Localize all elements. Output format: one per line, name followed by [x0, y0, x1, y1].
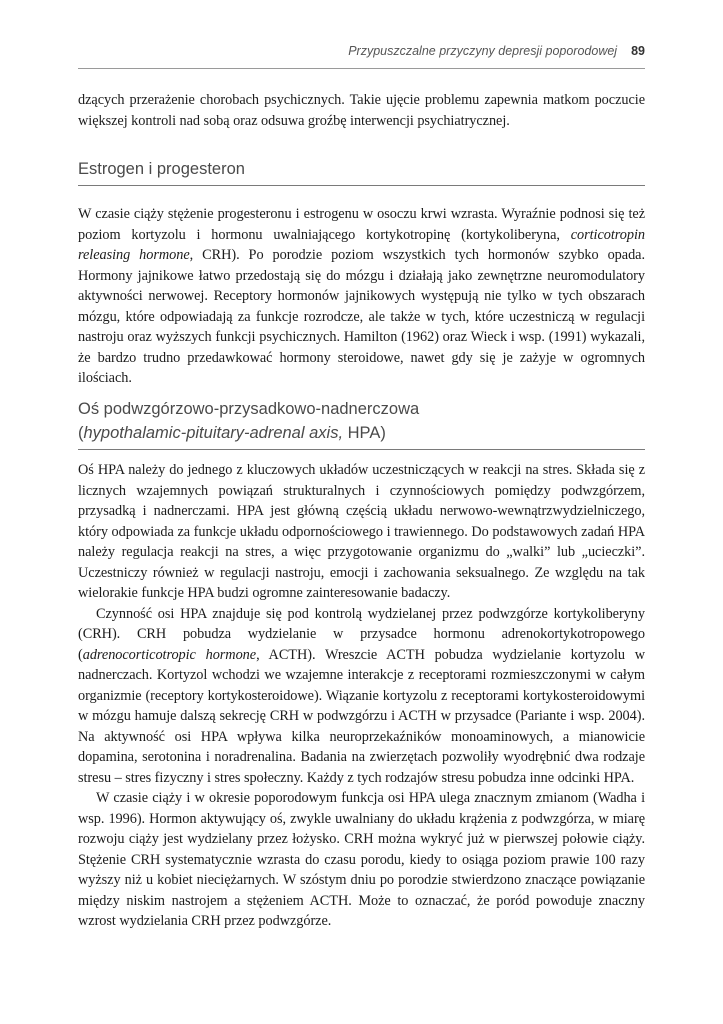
text-run: Czynność osi HPA znajduje się pod kontrolą wydzielanej przez podwzgórze kortykoliberyny (CRH). CRH pobudza wydzielanie w przysadce hormonu adrenokortykotropowego (: [78, 605, 645, 663]
italic-term: adrenocorticotropic hormone: [82, 646, 257, 663]
estrogen-paragraph: [78, 204, 645, 389]
running-head-title: Przypuszczalne przyczyny depresji poporodowej: [348, 44, 618, 58]
text-run: , CRH). Po porodzie poziom wszystkich tych hormonów szybko opada. Hormony jajnikowe łatwo przedostają się do mózgu i działają jako zewnętrzne neuromodulatory aktywności nerwowej. Receptory hormonów jajnikowych występują nie tylko w tych obszarach mózgu, które odpowiadają za funkcje rozrodcze, ale także w tych, które uczestniczą w regulacji nastroju oraz wyższych funkcji psychicznych. Hamilton (1962) oraz Wieck i wsp. (1991) wykazali, że bardzo trudno przedawkować hormony steroidowe, nawet gdy się je zażyje w ogromnych ilościach.: [78, 247, 645, 386]
text-run: W czasie ciąży stężenie progesteronu i estrogenu w osoczu krwi wzrasta. Wyraźnie podnosi się też poziom kortyzolu i hormonu uwalniającego kortykotropinę (kortykoliberyna,: [78, 206, 645, 243]
hpa-paragraph-1: Oś HPA należy do jednego z kluczowych układów uczestniczących w reakcji na stres. Składa się z licznych wzajemnych powiązań strukturalnych i czynnościowych pomiędzy podwzgórzem, przysadką i nadnerczami. HPA jest główną częścią układu nerwowo-wewnątrzwydzielniczego, który odpowiada za funkcje układu odpornościowego i trawiennego. Do podstawowych zadań HPA należy regulacja reakcji na stres, a więc przygotowanie organizmu do „walki” lub „ucieczki”. Uczestniczy również w regulacji nastroju, emocji i zachowania seksualnego. Ze względu na tak wielorakie funkcje HPA budzi ogromne zainteresowanie badaczy.: [78, 462, 645, 601]
intro-paragraph: dzących przerażenie chorobach psychicznych. Takie ujęcie problemu zapewnia matkom poczucie większej kontroli nad sobą oraz odsuwa groźbę interwencji psychiatrycznej.: [78, 92, 645, 129]
heading-text: Estrogen i progesteron: [78, 160, 245, 178]
hpa-section: [78, 460, 645, 932]
hpa-paragraph-3: W czasie ciąży i w okresie poporodowym funkcja osi HPA ulega znacznym zmianom (Wadha i wsp. 1996). Hormon aktywujący oś, zwykle uwalniany do układu krążenia z podwzgórza, w miarę rozwoju ciąży jest wydzielany przez łożysko. CRH można wykryć już w pierwszej połowie ciąży. Stężenie CRH systematycznie wzrasta do czasu porodu, kiedy to osiąga poziom prawie 100 razy wyższy niż u kobiet nieciężarnych. W szóstym dniu po porodzie stwierdzono znaczące powiązanie między niskim nastrojem a stężeniem ACTH. Może to oznaczać, że poród powoduje znaczny wzrost wydzielania CRH przez podwzgórze.: [78, 790, 645, 929]
italic-term: corticotropin releasing hormone: [78, 226, 645, 263]
hpa-paragraph-2: [78, 604, 645, 789]
estrogen-section: [78, 204, 645, 389]
heading-line-2: [78, 421, 645, 445]
text-run: , ACTH). Wreszcie ACTH pobudza wydzielanie kortyzolu w nadnerczach. Kortyzol wchodzi we wzajemne interakcje z receptorami rozmieszczonymi w całym organizmie (receptory kortykosteroidowe). Wiązanie kortyzolu z receptorami kortykosteroidowymi w mózgu hamuje dalszą sekrecję CRH w podwzgórzu i ACTH w przysadce (Pariante i wsp. 2004). Na aktywność osi HPA wpływa kilka neuroprzekaźników monoaminowych, a mianowicie dopamina, serotonina i noradrenalina. Badania na zwierzętach pozwoliły wyodrębnić dwa rodzaje stresu – stres fizyczny i stres społeczny. Każdy z tych rodzajów stresu pobudza inne odcinki HPA.: [78, 646, 645, 786]
heading-estrogen-progesteron: [78, 157, 645, 186]
intro-section: [78, 90, 645, 131]
heading-rest: HPA): [343, 424, 386, 442]
running-head: [78, 44, 645, 69]
page-number: 89: [631, 44, 645, 58]
heading-italic: hypothalamic-pituitary-adrenal axis,: [83, 424, 344, 442]
heading-paren: (: [78, 424, 84, 442]
heading-hpa-axis: [78, 397, 645, 450]
heading-line-1: Oś podwzgórzowo-przysadkowo-nadnerczowa: [78, 400, 420, 418]
